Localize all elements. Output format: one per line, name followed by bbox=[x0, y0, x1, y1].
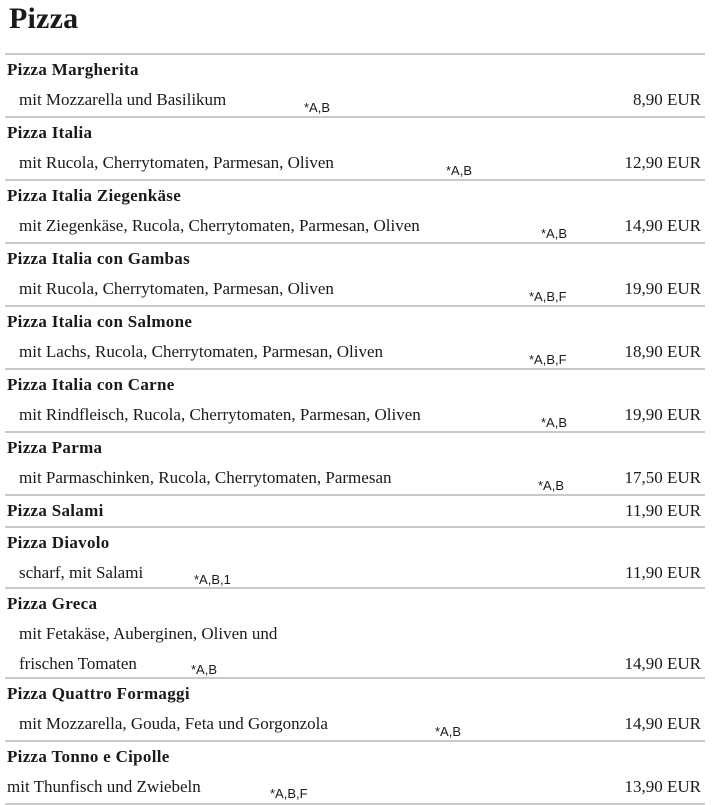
item-description: mit Rucola, Cherrytomaten, Parmesan, Oliven bbox=[19, 279, 334, 298]
page-title: Pizza bbox=[9, 2, 79, 35]
allergen-codes: *A,B bbox=[191, 662, 218, 677]
menu-item-pizza-greca bbox=[5, 587, 705, 677]
item-price: 17,50 EUR bbox=[624, 468, 701, 487]
item-price: 11,90 EUR bbox=[625, 501, 701, 520]
item-price: 14,90 EUR bbox=[624, 654, 701, 673]
allergen-codes: *A,B,F bbox=[270, 786, 308, 801]
menu-item-pizza-italia-con-gambas bbox=[5, 242, 705, 305]
item-name: Pizza Italia con Carne bbox=[7, 375, 175, 394]
item-price: 18,90 EUR bbox=[624, 342, 701, 361]
menu-item-pizza-parma bbox=[5, 431, 705, 494]
item-description: mit Ziegenkäse, Rucola, Cherrytomaten, Parmesan, Oliven bbox=[19, 216, 420, 235]
allergen-codes: *A,B bbox=[541, 226, 568, 241]
item-name: Pizza Salami bbox=[7, 501, 104, 520]
item-description: mit Mozzarella, Gouda, Feta und Gorgonzola bbox=[19, 714, 328, 733]
menu-item-pizza-italia bbox=[5, 116, 705, 179]
menu-item-pizza-diavolo bbox=[5, 526, 705, 587]
item-description: scharf, mit Salami bbox=[19, 563, 144, 582]
menu-item-pizza-italia-ziegenkase bbox=[5, 179, 705, 242]
item-description: frischen Tomaten bbox=[19, 654, 137, 673]
item-price: 14,90 EUR bbox=[624, 216, 701, 235]
allergen-codes: *A,B,1 bbox=[194, 572, 231, 587]
item-name: Pizza Italia con Salmone bbox=[7, 312, 193, 331]
item-price: 19,90 EUR bbox=[624, 279, 701, 298]
item-name: Pizza Margherita bbox=[7, 60, 139, 79]
menu-item-pizza-italia-con-salmone bbox=[5, 305, 705, 368]
item-description: mit Rindfleisch, Rucola, Cherrytomaten, Parmesan, Oliven bbox=[19, 405, 421, 424]
item-description: mit Thunfisch und Zwiebeln bbox=[7, 777, 201, 796]
allergen-codes: *A,B bbox=[541, 415, 568, 430]
item-price: 8,90 EUR bbox=[633, 90, 701, 109]
item-name: Pizza Italia Ziegenkäse bbox=[7, 186, 182, 205]
item-price: 14,90 EUR bbox=[624, 714, 701, 733]
item-price: 11,90 EUR bbox=[625, 563, 701, 582]
item-description: mit Lachs, Rucola, Cherrytomaten, Parmesan, Oliven bbox=[19, 342, 383, 361]
item-name: Pizza Italia bbox=[7, 123, 93, 142]
allergen-codes: *A,B,F bbox=[529, 352, 567, 367]
allergen-codes: *A,B,F bbox=[529, 289, 567, 304]
menu-item-pizza-tonno-e-cipolle bbox=[5, 740, 705, 805]
menu-item-pizza-quattro-formaggi bbox=[5, 677, 705, 740]
item-price: 12,90 EUR bbox=[624, 153, 701, 172]
item-description: mit Fetakäse, Auberginen, Oliven und bbox=[19, 624, 278, 643]
item-description: mit Mozzarella und Basilikum bbox=[19, 90, 227, 109]
item-name: Pizza Tonno e Cipolle bbox=[7, 747, 170, 766]
item-name: Pizza Diavolo bbox=[7, 533, 110, 552]
allergen-codes: *A,B bbox=[538, 478, 565, 493]
item-description: mit Rucola, Cherrytomaten, Parmesan, Oliven bbox=[19, 153, 334, 172]
item-price: 13,90 EUR bbox=[624, 777, 701, 796]
item-price: 19,90 EUR bbox=[624, 405, 701, 424]
item-name: Pizza Greca bbox=[7, 594, 98, 613]
allergen-codes: *A,B bbox=[435, 724, 462, 739]
menu-item-pizza-salami bbox=[5, 494, 705, 526]
item-name: Pizza Parma bbox=[7, 438, 103, 457]
allergen-codes: *A,B bbox=[304, 100, 331, 115]
menu-list bbox=[5, 53, 705, 805]
allergen-codes: *A,B bbox=[446, 163, 473, 178]
item-name: Pizza Italia con Gambas bbox=[7, 249, 191, 268]
item-description: mit Parmaschinken, Rucola, Cherrytomaten, Parmesan bbox=[19, 468, 392, 487]
menu-item-pizza-margherita bbox=[5, 53, 705, 116]
item-name: Pizza Quattro Formaggi bbox=[7, 684, 190, 703]
menu-item-pizza-italia-con-carne bbox=[5, 368, 705, 431]
